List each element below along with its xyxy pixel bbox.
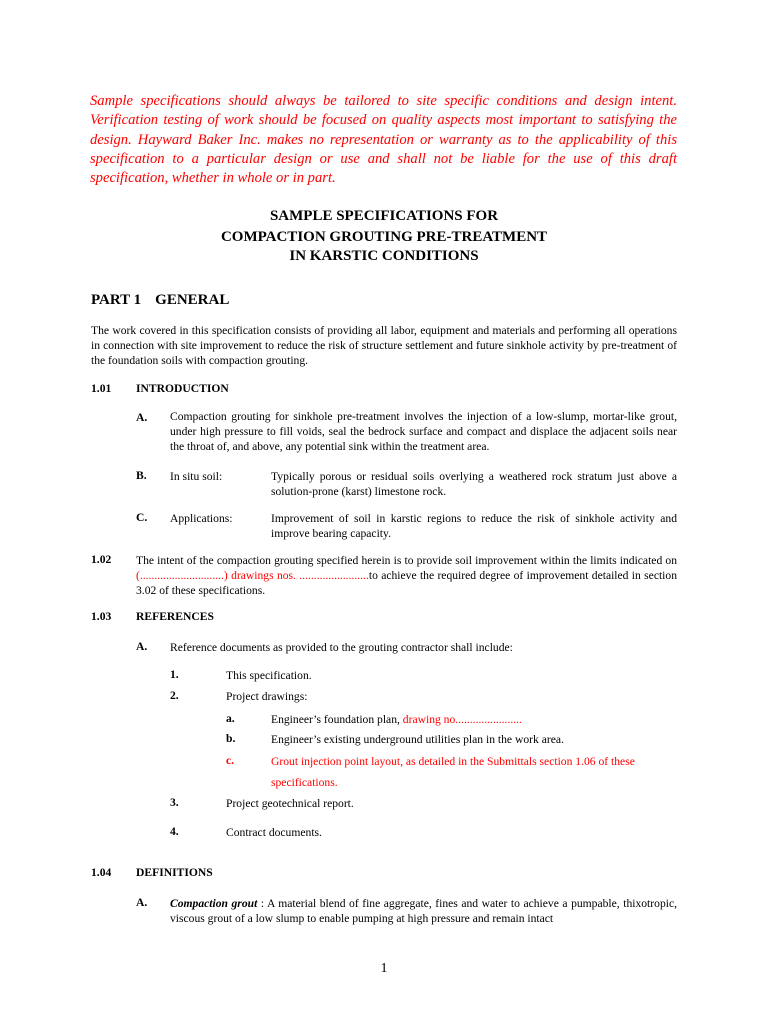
part-intro-paragraph: The work covered in this specification consists of providing all labor, equipment and materials and performing all operations in connection with site improvement to reduce the risk of structure settlement and future sinkhole activity by pre-treatment of the foundation soils with compaction grouting. [91, 324, 677, 367]
list-item-text: This specification. [226, 669, 312, 682]
document-title-line-2: COMPACTION GROUTING PRE-TREATMENT [220, 229, 548, 245]
item-text: Typically porous or residual soils overlying a weathered rock stratum just above a solution-prone (karst) limestone rock. [271, 470, 677, 498]
section-paragraph [136, 553, 677, 598]
document-title-line-1: SAMPLE SPECIFICATIONS FOR [269, 208, 499, 224]
item-term: Applications: [170, 512, 233, 525]
paragraph-text: to achieve the required degree of improvement detailed in section 3.02 of these specifications. [136, 569, 677, 597]
item-text: Reference documents as provided to the grouting contractor shall include: [170, 641, 513, 654]
definition-text: : A material blend of fine aggregate, fines and water to achieve a pumpable, thixotropic, viscous grout of a low slump to enable pumping at high pressure and remain intact [170, 897, 678, 925]
item-letter: A. [136, 640, 148, 653]
drawing-number-placeholder: drawing no....................... [402, 713, 522, 726]
item-text: Compaction grouting for sinkhole pre-treatment involves the injection of a low-slump, mortar-like grout, under high pressure to fill voids, seal the bedrock surface and compact and displace the adjacent soils near the throat of, and above, any potential sink within the treatment area. [170, 410, 677, 453]
list-item-text: Project drawings: [226, 690, 308, 703]
sub-list-item-text-continued: specifications. [271, 776, 338, 789]
sub-list-text: Engineer’s foundation plan, [271, 713, 403, 726]
part-label: PART 1 [91, 292, 142, 308]
section-heading: DEFINITIONS [136, 866, 213, 879]
list-number: 3. [170, 796, 179, 809]
sub-list-item-text: Engineer’s existing underground utilities plan in the work area. [271, 733, 564, 746]
part-title: GENERAL [155, 292, 230, 308]
disclaimer-paragraph: Sample specifications should always be tailored to site specific conditions and design intent. Verification testing of work should be focused on quality aspects most important to satisfying the design. Hayward Baker Inc. makes no representation or warranty as to the applicability of this specification to a particular design or use and shall not be liable for the use of this draft specification, whether in whole or in part. [90, 93, 677, 187]
item-letter: C. [136, 511, 148, 524]
section-number: 1.02 [91, 553, 112, 566]
list-number: 1. [170, 668, 179, 681]
part-heading [91, 292, 229, 309]
item-letter: A. [136, 411, 148, 424]
definition-term: Compaction grout [170, 897, 258, 910]
list-item-text: Contract documents. [226, 826, 322, 839]
section-heading: REFERENCES [136, 610, 214, 623]
section-number: 1.04 [91, 866, 112, 879]
sub-list-item-text: Grout injection point layout, as detailed in the Submittals section 1.06 of these [271, 755, 635, 768]
section-number: 1.03 [91, 610, 112, 623]
section-number: 1.01 [91, 382, 112, 395]
definition-paragraph [170, 896, 677, 926]
sub-list-letter: c. [226, 754, 235, 767]
sub-list-letter: a. [226, 712, 235, 725]
list-number: 4. [170, 825, 179, 838]
drawing-reference-placeholder: (.............................) drawings nos. ........................ [136, 569, 369, 582]
sub-list-letter: b. [226, 732, 236, 745]
list-item-text: Project geotechnical report. [226, 797, 354, 810]
item-letter: B. [136, 469, 147, 482]
item-term: In situ soil: [170, 470, 223, 483]
page-number: 1 [380, 961, 388, 976]
section-heading: INTRODUCTION [136, 382, 229, 395]
item-letter: A. [136, 896, 148, 909]
sub-list-item-text [271, 712, 522, 727]
item-text: Improvement of soil in karstic regions to reduce the risk of sinkhole activity and improve bearing capacity. [271, 512, 677, 540]
paragraph-text: The intent of the compaction grouting specified herein is to provide soil improvement within the limits indicated on [136, 554, 677, 567]
list-number: 2. [170, 689, 179, 702]
document-title-line-3: IN KARSTIC CONDITIONS [289, 248, 479, 264]
